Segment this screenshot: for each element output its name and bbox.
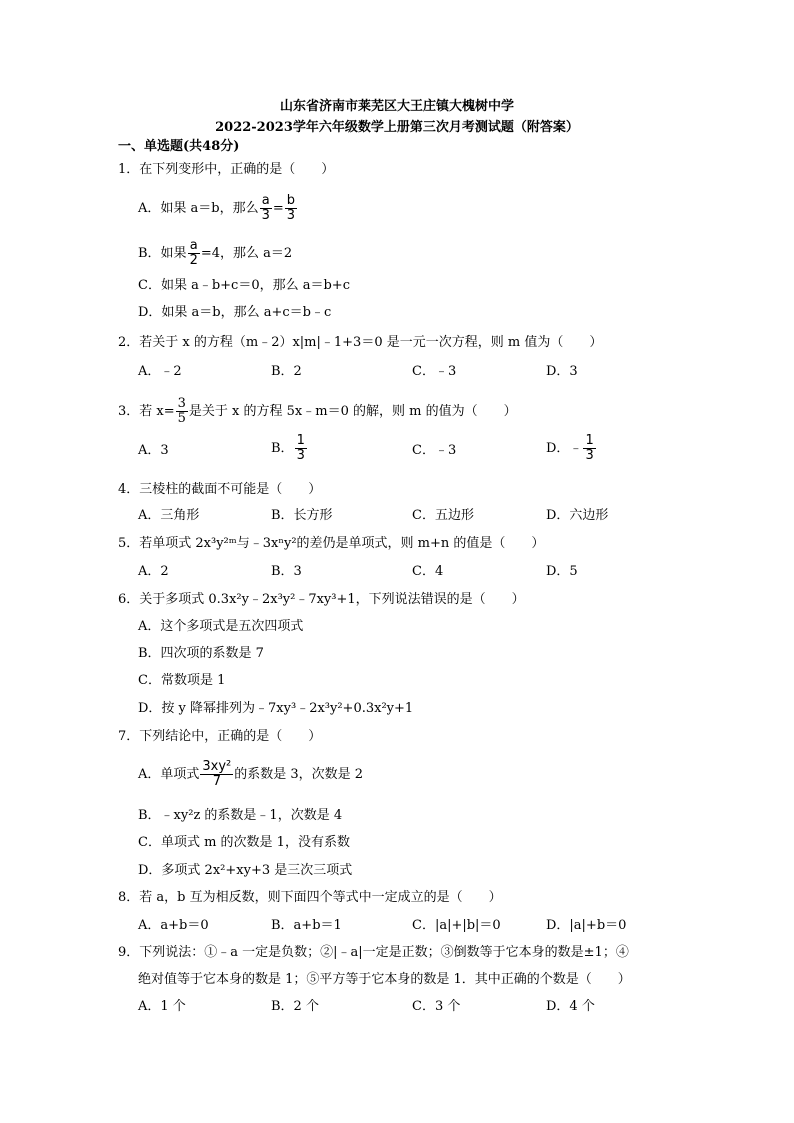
question-8-option-b: B．a+b＝1 [271, 918, 342, 933]
question-4-stem: 4．三棱柱的截面不可能是（ ） [118, 482, 322, 497]
question-1-stem: 1．在下列变形中，正确的是（ ） [118, 162, 335, 177]
question-4-option-b: B．长方形 [271, 508, 333, 523]
question-5-option-a: A．2 [138, 564, 169, 579]
question-1-option-b: B．如果 $\frac{a}{2}$ =4，那么 a＝2 [138, 238, 293, 268]
question-2-stem: 2．若关于 x 的方程（m﹣2）x|m|﹣1+3＝0 是一元一次方程，则 m 值为（ ） [118, 335, 603, 350]
question-3-option-d: D．﹣ $\frac{1}{3}$ [546, 433, 594, 463]
fraction: $\frac{1}{3}$ [296, 433, 305, 463]
question-7-option-d: D．多项式 2x²+xy+3 是三次三项式 [138, 863, 353, 878]
question-2-option-d: D．3 [546, 364, 578, 379]
section-heading: 一、单选题(共48分) [118, 139, 240, 154]
fraction: $\frac{\text{3xy²}}{7}$ [202, 759, 232, 789]
question-3-option-c: C．﹣3 [412, 443, 457, 458]
doc-title-line2: 2022-2023学年六年级数学上册第三次月考测试题（附答案） [215, 120, 579, 135]
question-5-stem: 5．若单项式 2x³y²ᵐ与﹣3xⁿy²的差仍是单项式，则 m+n 的值是（ ） [118, 536, 545, 551]
question-9-option-b: B．2 个 [271, 999, 319, 1014]
question-3-option-a: A．3 [138, 443, 169, 458]
fraction: $\frac{3}{5}$ [177, 396, 186, 426]
question-8-option-d: D．|a|+b＝0 [546, 918, 627, 933]
question-7-stem: 7．下列结论中，正确的是（ ） [118, 729, 322, 744]
question-7-option-b: B．﹣xy²z 的系数是﹣1，次数是 4 [138, 808, 343, 823]
question-2-option-c: C．﹣3 [412, 364, 457, 379]
question-9-stem-line2: 绝对值等于它本身的数是 1；⑤平方等于它本身的数是 1．其中正确的个数是（ ） [138, 972, 631, 987]
fraction: $\frac{a}{3}$ [261, 193, 270, 223]
fraction: $\frac{b}{3}$ [286, 193, 296, 223]
question-2-option-b: B．2 [271, 364, 302, 379]
fraction: $\frac{1}{3}$ [585, 433, 594, 463]
question-3-option-b: B． $\frac{1}{3}$ [271, 433, 305, 463]
question-1-option-a: A．如果 a＝b，那么 $\frac{a}{3}$ = $\frac{b}{3}$ [138, 193, 296, 223]
question-8-option-a: A．a+b＝0 [138, 918, 209, 933]
question-9-option-c: C．3 个 [412, 999, 461, 1014]
question-7-option-c: C．单项式 m 的次数是 1，没有系数 [138, 835, 350, 850]
question-4-option-c: C．五边形 [412, 508, 474, 523]
question-4-option-a: A．三角形 [138, 508, 200, 523]
question-6-option-a: A．这个多项式是五次四项式 [138, 619, 304, 634]
question-3-stem: 3．若 x= $\frac{3}{5}$ 是关于 x 的方程 5x﹣m＝0 的解，则 m 的值为（ ） [118, 396, 517, 426]
question-6-option-d: D．按 y 降幂排列为﹣7xy³﹣2x³y²+0.3x²y+1 [138, 701, 414, 716]
doc-title-line1: 山东省济南市莱芜区大王庄镇大槐树中学 [279, 99, 514, 114]
question-6-stem: 6．关于多项式 0.3x²y﹣2x³y²﹣7xy³+1，下列说法错误的是（ ） [118, 592, 525, 607]
question-8-option-c: C．|a|+|b|＝0 [412, 918, 501, 933]
question-1-option-d: D．如果 a＝b，那么 a+c＝b﹣c [138, 305, 332, 320]
question-9-stem-line1: 9．下列说法：①﹣a 一定是负数；②|﹣a|一定是正数；③倒数等于它本身的数是±1；④ [118, 945, 629, 960]
question-8-stem: 8．若 a，b 互为相反数，则下面四个等式中一定成立的是（ ） [118, 890, 502, 905]
question-7-option-a: A．单项式 $\frac{\text{3xy²}}{7}$ 的系数是 3，次数是 2 [138, 759, 364, 789]
question-4-option-d: D．六边形 [546, 508, 609, 523]
fraction: $\frac{a}{2}$ [189, 238, 198, 268]
question-2-option-a: A．﹣2 [138, 364, 182, 379]
question-9-option-d: D．4 个 [546, 999, 595, 1014]
question-5-option-c: C．4 [412, 564, 444, 579]
question-5-option-b: B．3 [271, 564, 302, 579]
question-1-option-c: C．如果 a﹣b+c＝0，那么 a＝b+c [138, 278, 350, 293]
question-9-option-a: A．1 个 [138, 999, 186, 1014]
question-5-option-d: D．5 [546, 564, 578, 579]
question-6-option-c: C．常数项是 1 [138, 673, 226, 688]
question-6-option-b: B．四次项的系数是 7 [138, 646, 264, 661]
